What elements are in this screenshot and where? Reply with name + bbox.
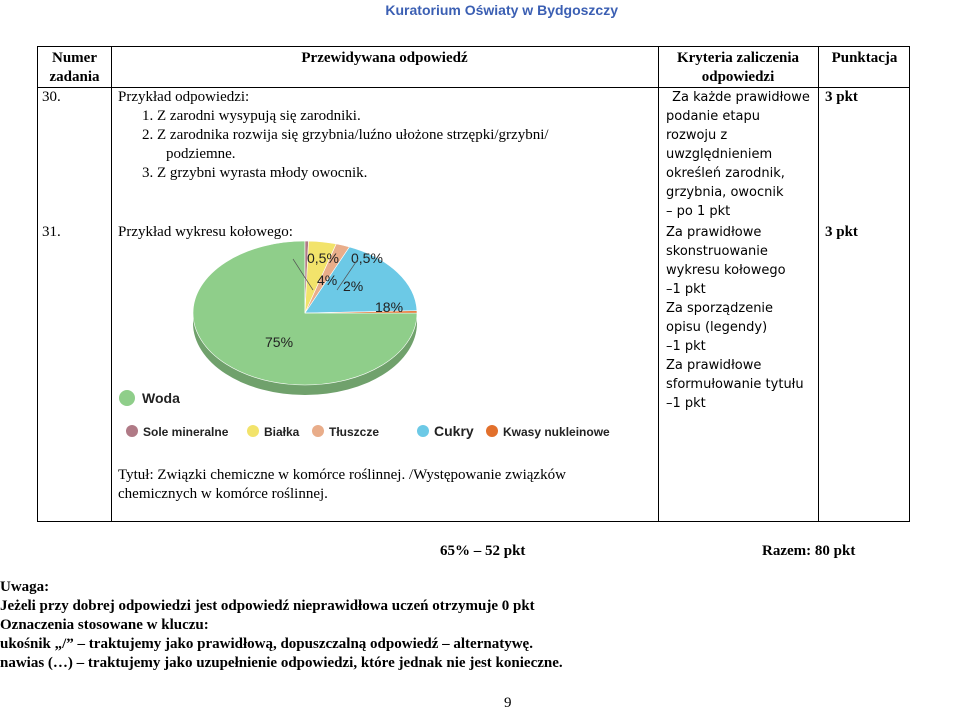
legend-label: Woda [142,390,180,406]
pie-data-label: 2% [343,278,364,294]
column-divider [818,47,819,521]
chart-legend [119,390,610,439]
pie-data-label: 75% [265,334,294,350]
legend-label: Kwasy nukleinowe [503,425,610,439]
legend-marker [126,425,138,437]
note-line: nawias (…) – traktujemy jako uzupełnienie odpowiedzi, które jednak nie jest konieczne. [0,655,563,671]
pie-data-label: 0,5% [307,250,339,266]
pie-data-label: 18% [375,299,404,315]
header-answer: Przewidywana odpowiedź [301,50,468,66]
task-30-step-2: 2. Z zarodnika rozwija się grzybnia/luźno ułożone strzępki/grzybni/ [142,127,549,143]
summary-total: Razem: 80 pkt [762,543,856,559]
task-30-step-2-cont: podziemne. [166,146,236,162]
legend-marker [417,425,429,437]
pie-slices [193,241,417,395]
note-line: ukośnik „/” – traktujemy jako prawidłową, dopuszczalną odpowiedź – alternatywę. [0,636,533,652]
task-31-intro: Przykład wykresu kołowego: [118,224,293,240]
task-30-intro: Przykład odpowiedzi: [118,89,250,105]
note-line: Jeżeli przy dobrej odpowiedzi jest odpowiedź nieprawidłowa uczeń otrzymuje 0 pkt [0,598,535,614]
legend-label: Białka [264,425,300,439]
legend-label: Sole mineralne [143,425,229,439]
header-number: Numer zadania [49,50,100,85]
header-points: Punktacja [831,50,898,66]
legend-marker [486,425,498,437]
task-30-step-3: 3. Z grzybni wyrasta młody owocnik. [142,165,368,181]
task-30-step-1: 1. Z zarodni wysypują się zarodniki. [142,108,361,124]
task-31-chart-title: Tytuł: Związki chemiczne w komórce roślinnej. /Występowanie związków chemicznych w komórce roślinnej. [118,467,566,502]
pie-data-label: 0,5% [351,250,383,266]
task-31-points: 3 pkt [825,224,858,240]
legend-marker [312,425,324,437]
page-number: 9 [504,695,512,711]
pie-data-label: 4% [317,272,338,288]
note-line: Oznaczenia stosowane w kluczu: [0,617,209,633]
task-31-criteria: Za prawidłowe skonstruowanie wykresu kołowego –1 pkt Za sporządzenie opisu (legendy) –1 pkt Za prawidłowe sformułowanie tytułu –1 pkt [666,225,804,411]
task-30-criteria: Za każde prawidłowe podanie etapu rozwoju z uwzględnieniem określeń zarodnik, grzybnia, owocnik – po 1 pkt [666,90,810,219]
task-30-points: 3 pkt [825,89,858,105]
legend-label: Tłuszcze [329,425,380,439]
column-divider [658,47,659,521]
legend-label: Cukry [434,423,474,439]
task-number-30: 30. [42,89,61,105]
legend-marker [119,390,135,406]
header-criteria: Kryteria zaliczenia odpowiedzi [676,50,800,85]
pie-chart [75,195,635,450]
summary-percent: 65% – 52 pkt [440,543,526,559]
notes-block [0,578,563,673]
legend-marker [247,425,259,437]
note-heading: Uwaga: [0,579,50,595]
task-number-31: 31. [42,224,61,240]
header-brand: Kuratorium Oświaty w Bydgoszczy [385,2,618,18]
